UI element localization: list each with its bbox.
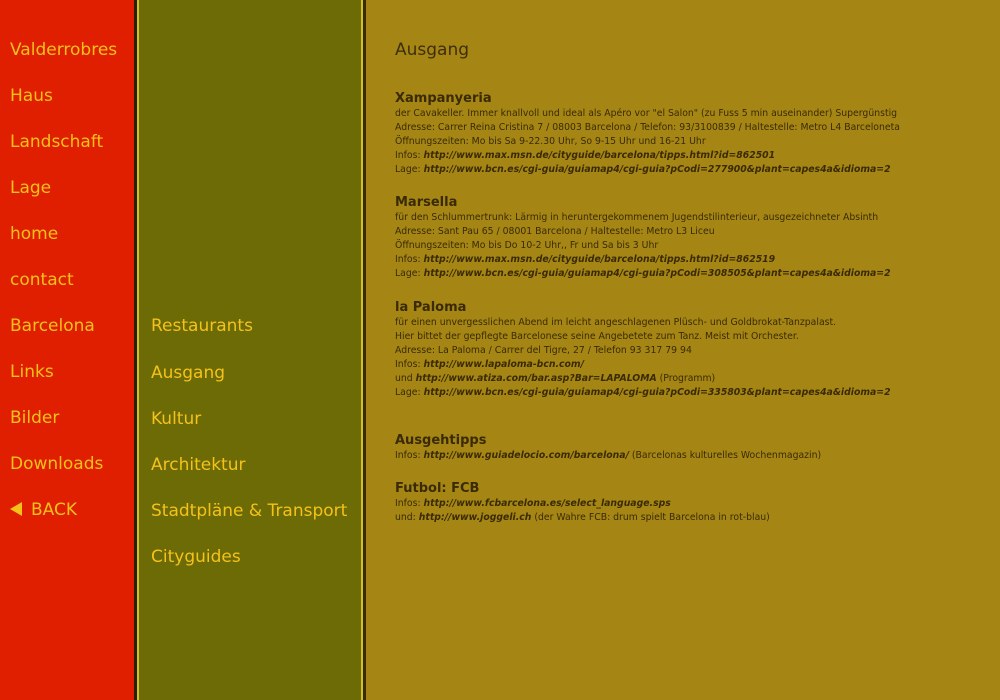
entry-link-line (395, 149, 995, 163)
entry-text: Adresse: Sant Pau 65 / 08001 Barcelona / Haltestelle: Metro L3 Liceu (395, 226, 715, 237)
entry-text: für den Schlummertrunk: Lärmig in heruntergekommenem Jugendstilinterieur, ausgezeichneter Absinth (395, 212, 879, 223)
link-suffix: (der Wahre FCB: drum spielt Barcelona in rot-blau) (531, 512, 770, 523)
entry-title: Futbol: FCB (395, 481, 480, 496)
map-link[interactable]: http://www.bcn.es/cgi-guia/guiamap4/cgi-guia?pCodi=277900&plant=capes4a&idioma=2 (423, 164, 891, 175)
subnav-link-architektur[interactable]: Architektur (151, 455, 246, 475)
entry-ausgehtipps (395, 433, 995, 463)
nav-link-downloads[interactable]: Downloads (10, 454, 104, 474)
link-prefix: Infos: (395, 450, 424, 461)
link-prefix: Lage: (395, 268, 424, 279)
entry-link-line (395, 267, 995, 281)
link-prefix: Infos: (395, 359, 424, 370)
entry-marsella (395, 195, 995, 281)
subnav-link-restaurants[interactable]: Restaurants (151, 316, 253, 336)
fcb-link[interactable]: http://www.joggeli.ch (418, 512, 532, 523)
nav-link-landschaft[interactable]: Landschaft (10, 132, 104, 152)
map-link[interactable]: http://www.bcn.es/cgi-guia/guiamap4/cgi-guia?pCodi=335803&plant=capes4a&idioma=2 (423, 387, 891, 398)
entry-link-line (395, 449, 995, 463)
page-title: Ausgang (395, 40, 470, 60)
entry-link-line (395, 253, 995, 267)
entry-link-line (395, 163, 995, 177)
entry-text: für einen unvergesslichen Abend im leicht angeschlagenen Plüsch- und Goldbrokat-Tanzpalast. (395, 317, 837, 328)
entry-link-line (395, 372, 995, 386)
subnav-link-stadtplaene-transport[interactable]: Stadtpläne & Transport (151, 501, 348, 521)
link-prefix: Infos: (395, 254, 424, 265)
nav-link-lage[interactable]: Lage (10, 178, 52, 198)
program-link[interactable]: http://www.atiza.com/bar.asp?Bar=LAPALOMA (415, 373, 657, 384)
nav-link-links[interactable]: Links (10, 362, 54, 382)
entry-link-line (395, 511, 995, 525)
nav-link-contact[interactable]: contact (10, 270, 74, 290)
nav-link-haus[interactable]: Haus (10, 86, 53, 106)
entry-futbol-fcb (395, 481, 995, 525)
info-link[interactable]: http://www.fcbarcelona.es/select_language.sps (423, 498, 671, 509)
entry-link-line (395, 386, 995, 400)
back-arrow-icon (10, 502, 22, 516)
link-prefix: Infos: (395, 150, 424, 161)
entry-text: Adresse: La Paloma / Carrer del Tigre, 27 / Telefon 93 317 79 94 (395, 345, 692, 356)
link-prefix: und: (395, 512, 419, 523)
entry-xampanyeria (395, 91, 995, 177)
link-prefix: Infos: (395, 498, 424, 509)
nav-link-barcelona[interactable]: Barcelona (10, 316, 95, 336)
link-prefix: Lage: (395, 387, 424, 398)
link-suffix: (Barcelonas kulturelles Wochenmagazin) (628, 450, 822, 461)
subnav-link-kultur[interactable]: Kultur (151, 409, 202, 429)
entry-link-line (395, 497, 995, 511)
entry-text: der Cavakeller. Immer knallvoll und ideal als Apéro vor "el Salon" (zu Fuss 5 min auseinander) Supergünstig (395, 108, 898, 119)
link-suffix: (Programm) (656, 373, 716, 384)
subnav-link-ausgang[interactable]: Ausgang (151, 363, 226, 383)
back-link[interactable] (10, 500, 77, 520)
entry-title: Marsella (395, 195, 458, 210)
entry-title: la Paloma (395, 300, 467, 315)
entry-title: Xampanyeria (395, 91, 492, 106)
nav-link-bilder[interactable]: Bilder (10, 408, 60, 428)
entry-text: Öffnungszeiten: Mo bis Do 10-2 Uhr,, Fr und Sa bis 3 Uhr (395, 240, 659, 251)
info-link[interactable]: http://www.max.msn.de/cityguide/barcelona/tipps.html?id=862501 (423, 150, 776, 161)
link-prefix: und (395, 373, 416, 384)
nav-link-valderrobres[interactable]: Valderrobres (10, 40, 118, 60)
link-prefix: Lage: (395, 164, 424, 175)
entry-text: Adresse: Carrer Reina Cristina 7 / 08003 Barcelona / Telefon: 93/3100839 / Haltestelle: Metro L4 Barceloneta (395, 122, 900, 133)
info-link[interactable]: http://www.guiadelocio.com/barcelona/ (423, 450, 629, 461)
entry-la-paloma (395, 300, 995, 400)
info-link[interactable]: http://www.lapaloma-bcn.com/ (423, 359, 584, 370)
entry-text: Hier bittet der gepflegte Barcelonese seine Angebetete zum Tanz. Meist mit Orchester. (395, 331, 799, 342)
map-link[interactable]: http://www.bcn.es/cgi-guia/guiamap4/cgi-guia?pCodi=308505&plant=capes4a&idioma=2 (423, 268, 891, 279)
subnav-link-cityguides[interactable]: Cityguides (151, 547, 241, 567)
entry-title: Ausgehtipps (395, 433, 487, 448)
entry-link-line (395, 358, 995, 372)
back-label: BACK (31, 500, 78, 520)
nav-link-home[interactable]: home (10, 224, 59, 244)
column-divider (363, 0, 366, 700)
info-link[interactable]: http://www.max.msn.de/cityguide/barcelona/tipps.html?id=862519 (423, 254, 776, 265)
entry-text: Öffnungszeiten: Mo bis Sa 9-22.30 Uhr, So 9-15 Uhr und 16-21 Uhr (395, 136, 706, 147)
secondary-nav-column (137, 0, 363, 700)
